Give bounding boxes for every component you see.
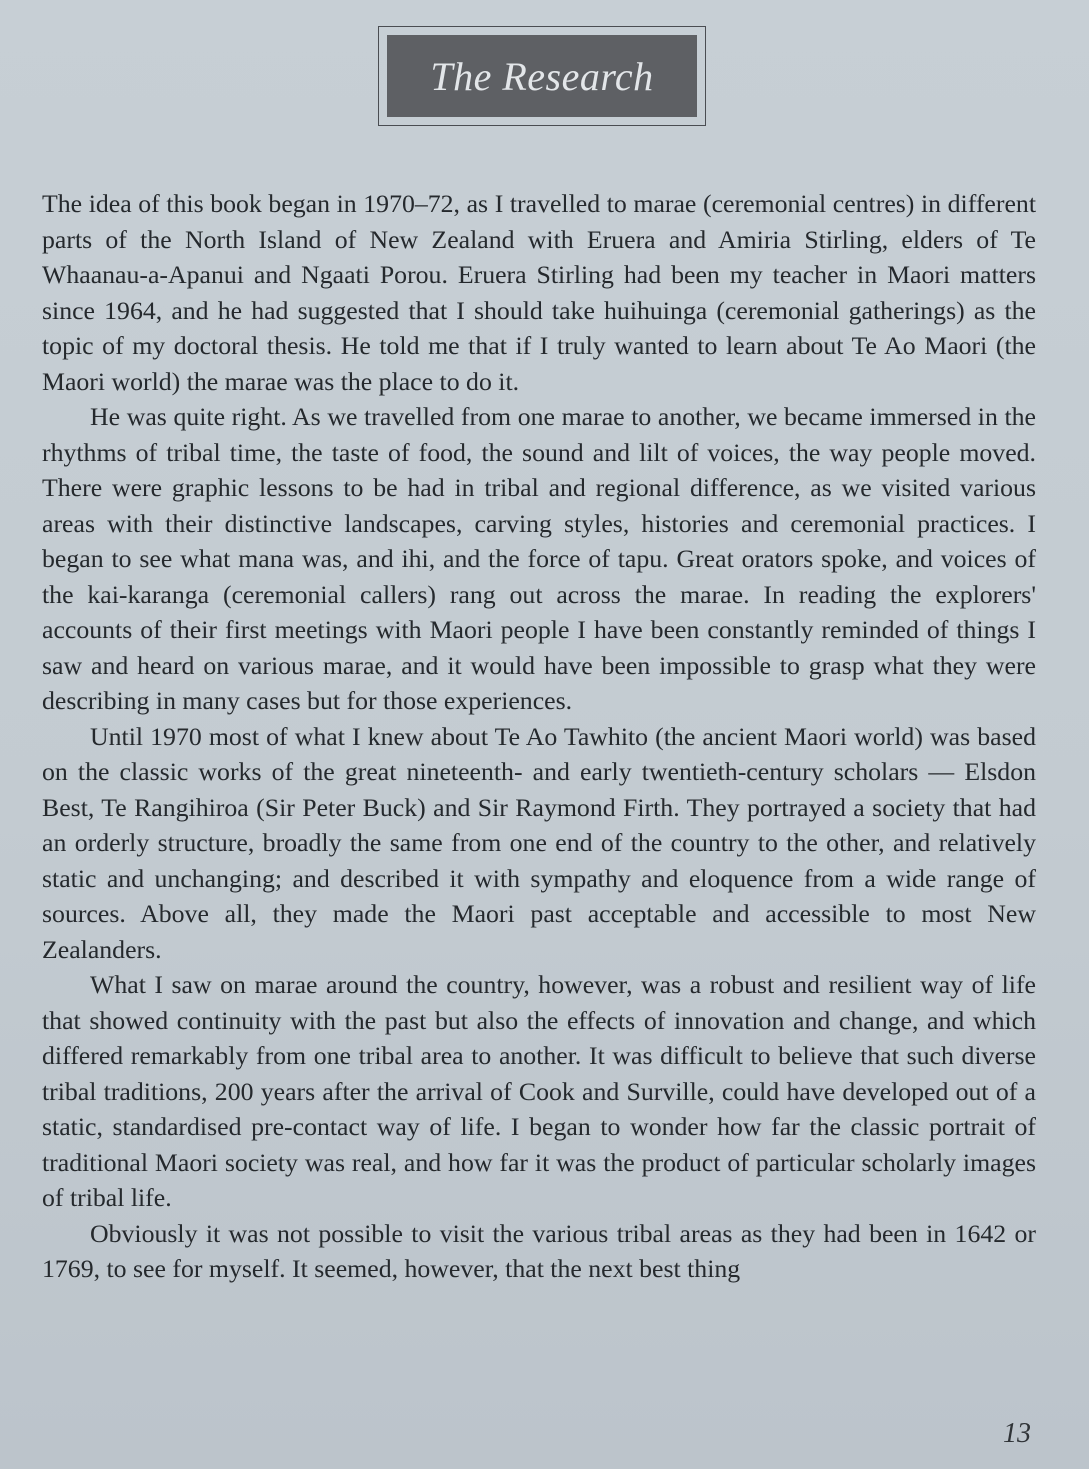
paragraph-1: The idea of this book began in 1970–72, as I travelled to marae (ceremonial centres) in different parts of the North Island of New Zealand with Eruera and Amiria Stirling, elders of Te Whaanau-a-Apanui and Ngaati Porou. Eruera Stirling had been my teacher in Maori matters since 1964, and he had suggested that I should take huihuinga (ceremonial gatherings) as the topic of my doctoral thesis. He told me that if I truly wanted to learn about Te Ao Maori (the Maori world) the marae was the place to do it. bbox=[42, 189, 1036, 396]
heading-box bbox=[387, 35, 697, 117]
page-heading: The Research bbox=[430, 53, 654, 99]
page-number: 13 bbox=[1003, 1418, 1031, 1449]
paragraph-5: Obviously it was not possible to visit the various tribal areas as they had been in 1642 or 1769, to see for myself. It seemed, however, that the next best thing bbox=[42, 1218, 1036, 1283]
paragraph-2: He was quite right. As we travelled from one marae to another, we became immersed in the rhythms of tribal time, the taste of food, the sound and lilt of voices, the way people moved. There were graphic lessons to be had in tribal and regional difference, as we visited various areas with their distinctive landscapes, carving styles, histories and ceremonial practices. I began to see what mana was, and ihi, and the force of tapu. Great orators spoke, and voices of the kai-karanga (ceremonial callers) rang out across the marae. In reading the explorers' accounts of their first meetings with Maori people I have been constantly reminded of things I saw and heard on various marae, and it would have been impossible to grasp what they were describing in many cases but for those experiences. bbox=[42, 402, 1036, 715]
paragraph-4: What I saw on marae around the country, however, was a robust and resilient way of life that showed continuity with the past but also the effects of innovation and change, and which differed remarkably from one tribal area to another. It was difficult to believe that such diverse tribal traditions, 200 years after the arrival of Cook and Surville, could have developed out of a static, standardised pre-contact way of life. I began to wonder how far the classic portrait of traditional Maori society was real, and how far it was the product of particular scholarly images of tribal life. bbox=[42, 970, 1036, 1212]
paragraph-3: Until 1970 most of what I knew about Te Ao Tawhito (the ancient Maori world) was based on the classic works of the great nineteenth- and early twentieth-century scholars — Elsdon Best, Te Rangihiroa (Sir Peter Buck) and Sir Raymond Firth. They portrayed a society that had an orderly structure, broadly the same from one end of the country to the other, and relatively static and unchanging; and described it with sympathy and eloquence from a wide range of sources. Above all, they made the Maori past acceptable and accessible to most New Zealanders. bbox=[42, 721, 1036, 964]
body-text bbox=[42, 186, 1036, 1287]
heading-frame bbox=[378, 26, 706, 126]
